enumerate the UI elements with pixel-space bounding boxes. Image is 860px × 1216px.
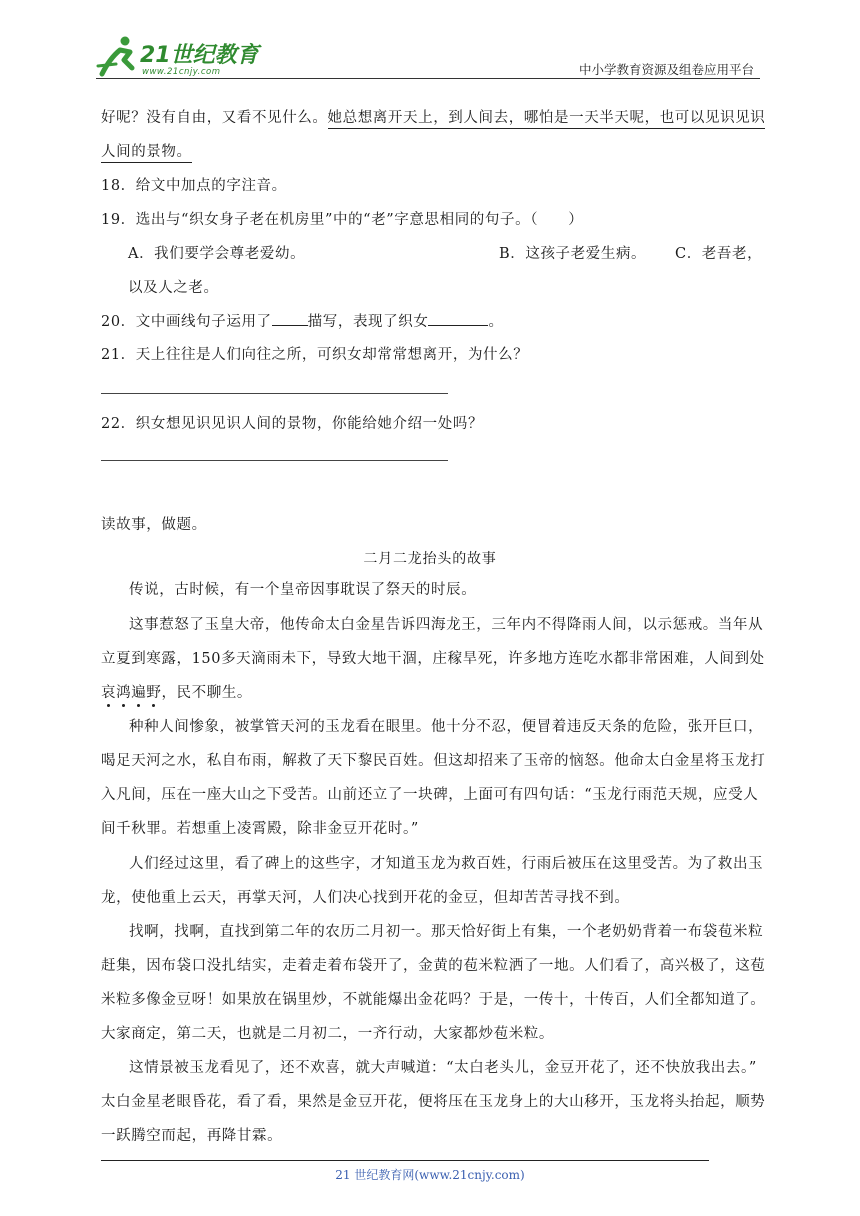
question-18: 18．给文中加点的字注音。 bbox=[101, 178, 287, 194]
story-line: 喝足天河之水，私自布雨，解救了天下黎民百姓。但这却招来了玉帝的恼怒。他命太白金星将玉龙打 bbox=[101, 753, 766, 769]
story-paragraph: 找啊，找啊，直找到第二年的农历二月初一。那天恰好街上有集，一个老奶奶背着一布袋苞米粒 bbox=[129, 924, 764, 940]
story-title: 二月二龙抬头的故事 bbox=[363, 551, 497, 567]
dotted-phrase bbox=[101, 685, 161, 701]
option-b: B．这孩子老爱生病。 bbox=[499, 246, 647, 262]
story-line: 米粒多像金豆呀！如果放在锅里炒，不就能爆出金花吗？于是，一传十，十传百，人们全都知道了。 bbox=[101, 992, 766, 1008]
svg-text:www.21cnjy.com: www.21cnjy.com bbox=[142, 67, 221, 77]
passage-text: 好呢？没有自由，又看不见什么。 bbox=[101, 110, 328, 126]
story-line: 太白金星老眼昏花，看了看，果然是金豆开花，便将压在玉龙身上的大山移开，玉龙将头抬起，顺势 bbox=[101, 1094, 766, 1110]
question-19: 19．选出与“织女身子老在机房里”中的“老”字意思相同的句子。（ ） bbox=[101, 212, 584, 228]
answer-blank bbox=[272, 311, 308, 326]
svg-text:21世纪教育: 21世纪教育 bbox=[140, 43, 259, 68]
passage-line bbox=[101, 106, 765, 127]
dotted-char: 野 bbox=[146, 685, 162, 701]
story-line bbox=[101, 681, 252, 702]
dotted-char: 鸿 bbox=[116, 685, 132, 701]
footer-link[interactable]: 21 世纪教育网(www.21cnjy.com) bbox=[335, 1168, 525, 1182]
story-paragraph: 传说，古时候，有一个皇帝因事耽误了祭天的时辰。 bbox=[129, 582, 477, 598]
story-line: 龙，使他重上云天，再掌天河，人们决心找到开花的金豆，但却苦苦寻找不到。 bbox=[101, 890, 630, 906]
story-line: 赶集，因布袋口没扎结实，走着走着布袋开了，金黄的苞米粒洒了一地。人们看了，高兴极了，这苞 bbox=[101, 958, 766, 974]
option-a: A．我们要学会尊老爱幼。 bbox=[128, 246, 306, 262]
story-paragraph: 种种人间惨象，被掌管天河的玉龙看在眼里。他十分不忍，便冒着违反天条的危险，张开巨口， bbox=[129, 719, 764, 735]
dotted-char: 遍 bbox=[131, 685, 147, 701]
passage-line bbox=[101, 140, 192, 161]
underlined-sentence: 人间的景物。 bbox=[101, 144, 192, 163]
question-20-part: 描写，表现了织女 bbox=[307, 314, 429, 330]
question-20-part: 20．文中画线句子运用了 bbox=[101, 314, 272, 330]
answer-blank bbox=[428, 311, 488, 326]
site-logo bbox=[96, 34, 266, 78]
story-text: ，民不聊生。 bbox=[161, 685, 253, 701]
story-paragraph: 人们经过这里，看了碑上的这些字，才知道玉龙为救百姓，行雨后被压在这里受苦。为了救出玉 bbox=[129, 856, 764, 872]
question-21: 21．天上往往是人们向往之所，可织女却常常想离开，为什么？ bbox=[101, 347, 529, 363]
answer-line bbox=[101, 393, 448, 394]
story-line: 一跃腾空而起，再降甘霖。 bbox=[101, 1128, 283, 1144]
story-intro: 读故事，做题。 bbox=[101, 517, 207, 533]
question-20 bbox=[101, 310, 504, 331]
answer-line bbox=[101, 460, 448, 461]
dotted-char: 哀 bbox=[101, 685, 117, 701]
story-paragraph: 这情景被玉龙看见了，还不欢喜，就大声喊道：“太白老头儿，金豆开花了，还不快放我出去。” bbox=[129, 1060, 757, 1076]
question-20-part: 。 bbox=[488, 314, 504, 330]
header-divider bbox=[96, 78, 760, 79]
story-line: 间千秋罪。若想重上凌霄殿，除非金豆开花时。” bbox=[101, 821, 419, 837]
footer-divider bbox=[101, 1160, 709, 1161]
platform-name: 中小学教育资源及组卷应用平台 bbox=[578, 62, 754, 77]
story-line: 大家商定，第二天，也就是二月初二，一齐行动，大家都炒苞米粒。 bbox=[101, 1026, 554, 1042]
question-22: 22．织女想见识见识人间的景物，你能给她介绍一处吗？ bbox=[101, 416, 484, 432]
story-paragraph: 这事惹怒了玉皇大帝，他传命太白金星告诉四海龙王，三年内不得降雨人间，以示惩戒。当年从 bbox=[129, 617, 764, 633]
story-line: 立夏到寒露，150多天滴雨未下，导致大地干涸，庄稼旱死，许多地方连吃水都非常困难，人间到处 bbox=[101, 651, 765, 667]
option-c-continued: 以及人之老。 bbox=[128, 280, 219, 296]
page-header bbox=[96, 34, 760, 78]
option-c: C．老吾老， bbox=[675, 246, 763, 262]
story-line: 入凡间，压在一座大山之下受苦。山前还立了一块碑，上面可有四句话：“玉龙行雨范天规，应受人 bbox=[101, 787, 759, 803]
underlined-sentence: 她总想离开天上，到人间去，哪怕是一天半天呢，也可以见识见识 bbox=[328, 110, 766, 129]
